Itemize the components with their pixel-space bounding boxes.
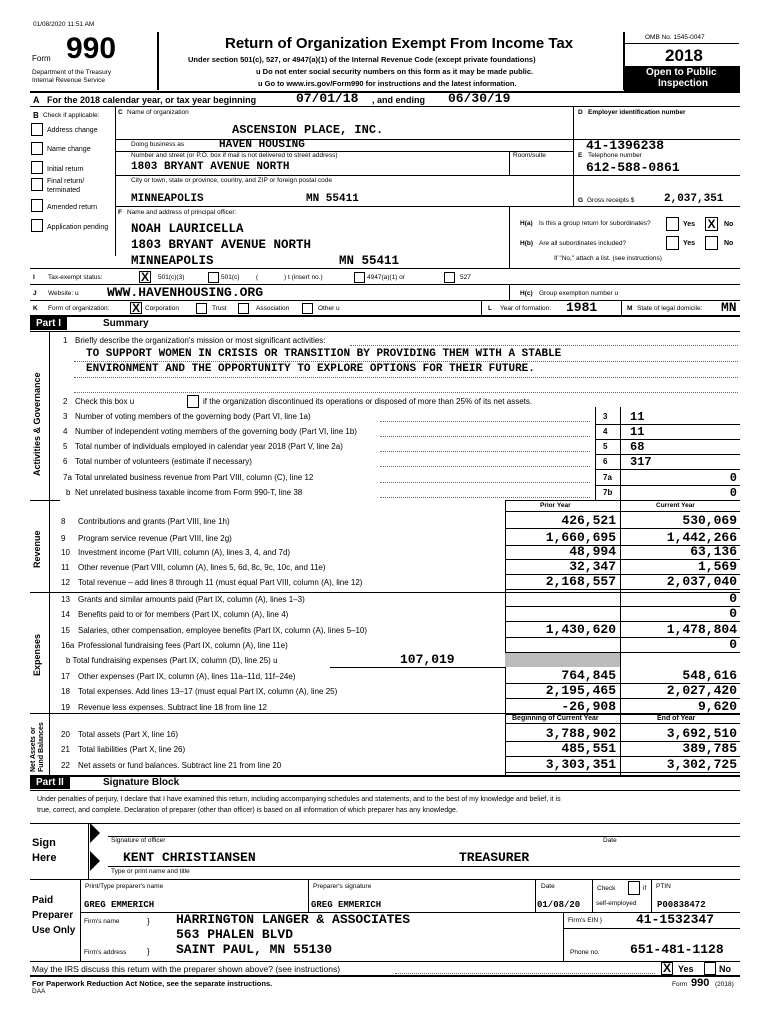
footer-form-word: Form	[672, 981, 688, 988]
other-org-label: Other u	[318, 305, 340, 312]
status-501c3-checkbox[interactable]: X	[140, 270, 149, 284]
association-checkbox[interactable]	[238, 303, 249, 314]
line-a-letter: A	[33, 95, 40, 105]
row-label: Total expenses. Add lines 13–17 (must equal Part IX, column (A), line 25)	[78, 687, 338, 696]
current-year-value[interactable]: 3,302,725	[666, 757, 737, 772]
line1-number: 1	[63, 336, 68, 345]
preparer-label: Preparer	[32, 910, 74, 921]
self-employed-label: self-employed	[596, 900, 637, 907]
subordinates-yes-label: Yes	[683, 240, 696, 247]
current-year-value[interactable]: 1,478,804	[666, 622, 737, 637]
prior-year-header: Prior Year	[540, 502, 571, 509]
form-number: 990	[66, 32, 117, 65]
row-number: 13	[61, 595, 70, 604]
signature-officer-label: Signature of officer	[111, 837, 166, 844]
line-ha-letter: H(a)	[520, 220, 533, 227]
row-label: Revenue less expenses. Subtract line 18 from line 12	[78, 703, 267, 712]
firm-address-line1[interactable]: 563 PHALEN BLVD	[176, 927, 294, 942]
firm-name-label: Firm's name	[84, 918, 120, 925]
row-label: Total revenue – add lines 8 through 11 (must equal Part VIII, column (A), line 12)	[78, 578, 363, 587]
name-change-label: Name change	[47, 146, 91, 153]
status-501c-checkbox[interactable]	[208, 272, 219, 283]
officer-signer-title[interactable]: TREASURER	[459, 850, 530, 865]
city-label: City or town, state or province, country, and ZIP or foreign postal code	[131, 177, 332, 184]
sign-arrow-icon	[90, 823, 100, 843]
line-m-letter: M	[627, 305, 633, 312]
current-year-header: Current Year	[656, 502, 695, 509]
gov-row-box: 7a	[603, 473, 612, 482]
corporation-label: Corporation	[145, 305, 179, 312]
line-c-letter: C	[118, 109, 123, 116]
fundraising-expenses[interactable]: 107,019	[400, 652, 455, 667]
self-employed-checkbox[interactable]	[628, 881, 640, 895]
side-net-assets: Net Assets or Fund Balances	[30, 722, 45, 772]
line-d-letter: D	[578, 109, 583, 116]
row-label: Net assets or fund balances. Subtract line 21 from line 20	[78, 761, 282, 770]
part1-tab: Part I	[30, 317, 67, 330]
address-change-checkbox[interactable]	[31, 123, 43, 136]
discuss-question: May the IRS discuss this return with the preparer shown above? (see instructions)	[32, 964, 341, 974]
row-number: 10	[61, 548, 70, 557]
row-number: 8	[61, 517, 66, 526]
gov-row-value[interactable]: 317	[630, 455, 652, 469]
line-f-letter: F	[118, 209, 122, 216]
state-domicile-label: State of legal domicile:	[637, 305, 703, 312]
gov-row-box: 5	[603, 442, 608, 451]
gov-row-label: Total unrelated business revenue from Part VIII, column (C), line 12	[75, 473, 314, 482]
gov-row-label: Number of independent voting members of the governing body (Part VI, line 1b)	[75, 427, 357, 436]
telephone-label: Telephone number	[588, 152, 642, 159]
row-number: 19	[61, 703, 70, 712]
current-year-value[interactable]: 9,620	[697, 699, 737, 714]
prior-year-value[interactable]: 32,347	[569, 559, 616, 574]
tax-year-begin[interactable]: 07/01/18	[296, 91, 359, 106]
final-return-checkbox[interactable]	[31, 178, 43, 191]
row-number: 11	[61, 563, 70, 572]
gov-row-box: 4	[603, 427, 608, 436]
row-number: 14	[61, 610, 70, 619]
form-title: Return of Organization Exempt From Income Tax	[225, 35, 574, 52]
officer-city[interactable]: MINNEAPOLIS	[131, 254, 214, 268]
line-l-letter: L	[488, 305, 492, 312]
discuss-no-checkbox[interactable]	[704, 962, 716, 975]
gov-row-box: 3	[603, 412, 608, 421]
mission-line2[interactable]: ENVIRONMENT AND THE OPPORTUNITY TO EXPLORE OPTIONS FOR THEIR FUTURE.	[86, 363, 535, 375]
row-label: Program service revenue (Part VIII, line 2g)	[78, 534, 232, 543]
gov-row-value[interactable]: 0	[729, 486, 737, 500]
print-timestamp: 01/08/2020 11:51 AM	[33, 21, 95, 28]
gov-row-value[interactable]: 0	[729, 471, 737, 485]
firm-ein-label: Firm's EIN }	[568, 917, 603, 924]
principal-officer-label: Name and address of principal officer:	[127, 209, 237, 216]
preparer-date[interactable]: 01/08/20	[537, 900, 581, 910]
room-suite-label: Room/suite	[513, 152, 546, 159]
preparer-ptin[interactable]: P00838472	[657, 900, 706, 910]
line2-label-a: Check this box u	[75, 397, 135, 406]
prior-year-value[interactable]: 2,195,465	[545, 683, 616, 698]
preparer-signature[interactable]: GREG EMMERICH	[311, 900, 382, 910]
name-change-checkbox[interactable]	[31, 142, 43, 155]
group-exemption-label: Group exemption number u	[539, 290, 619, 297]
row-label: Other expenses (Part IX, column (A), lines 11a–11d, 11f–24e)	[78, 672, 296, 681]
form-word: Form	[32, 54, 51, 63]
current-year-value[interactable]: 548,616	[682, 668, 737, 683]
part2-title: Signature Block	[103, 777, 180, 788]
group-return-question: Is this a group return for subordinates?	[539, 220, 651, 227]
gross-receipts-label: Gross receipts $	[587, 197, 635, 204]
amended-return-label: Amended return	[47, 204, 98, 211]
side-activities-governance: Activities & Governance	[32, 372, 42, 476]
if-label: if	[643, 885, 647, 892]
irs-website-notice: u Go to www.irs.gov/Form990 for instructions and the latest information.	[258, 79, 517, 88]
line-j-letter: J	[33, 290, 37, 297]
officer-signer-name[interactable]: KENT CHRISTIANSEN	[123, 850, 256, 865]
tax-year-end[interactable]: 06/30/19	[448, 91, 511, 106]
ptin-label: PTIN	[656, 883, 671, 890]
row-label: Salaries, other compensation, employee benefits (Part IX, column (A), lines 5–10)	[78, 626, 368, 635]
subordinates-yes-checkbox[interactable]	[666, 236, 679, 250]
open-to-public: Open to Public	[646, 67, 717, 78]
gov-row-number: 6	[63, 457, 68, 466]
row-number: 15	[61, 626, 70, 635]
part2-tab: Part II	[30, 776, 70, 789]
dept-line1: Department of the Treasury	[32, 69, 112, 76]
prior-year-value[interactable]: 1,660,695	[545, 530, 616, 545]
mission-line1[interactable]: TO SUPPORT WOMEN IN CRISIS OR TRANSITION BY PROVIDING THEM WITH A STABLE	[86, 348, 562, 360]
form-subtitle: Under section 501(c), 527, or 4947(a)(1) of the Internal Revenue Code (except private foundations)	[188, 55, 536, 64]
year-of-formation[interactable]: 1981	[566, 300, 598, 315]
ssn-notice: u Do not enter social security numbers on this form as it may be made public.	[256, 67, 534, 76]
begin-year-header: Beginning of Current Year	[512, 715, 599, 722]
group-return-no-label: No	[724, 221, 734, 228]
row-label: Contributions and grants (Part VIII, line 1h)	[78, 517, 230, 526]
part1-title: Summary	[103, 318, 149, 329]
status-527-checkbox[interactable]	[444, 272, 455, 283]
sign-date-label: Date	[603, 837, 617, 844]
footer-form-number: 990	[691, 977, 710, 989]
prior-year-value[interactable]: -26,908	[561, 699, 616, 714]
tax-year: 2018	[665, 46, 703, 65]
dept-line2: Internal Revenue Service	[32, 77, 105, 84]
line-g-letter: G	[578, 197, 584, 204]
tax-exempt-label: Tax-exempt status:	[48, 274, 103, 281]
current-year-value[interactable]: 1,569	[697, 559, 737, 574]
group-return-yes-checkbox[interactable]	[666, 217, 679, 231]
check-label: Check	[597, 885, 616, 892]
sign-label: Sign	[32, 837, 56, 849]
gov-row-label: Total number of individuals employed in calendar year 2018 (Part V, line 2a)	[75, 442, 343, 451]
state-of-domicile[interactable]: MN	[721, 300, 737, 315]
preparer-phone[interactable]: 651-481-1128	[630, 942, 724, 957]
attach-list-note: If "No," attach a list. (see instructions)	[554, 255, 662, 262]
row-label: Benefits paid to or for members (Part IX, column (A), line 4)	[78, 610, 289, 619]
line-i-letter: I	[33, 274, 35, 281]
initial-return-label: Initial return	[47, 166, 84, 173]
initial-return-checkbox[interactable]	[31, 161, 43, 174]
gov-row-number: 3	[63, 412, 68, 421]
line-b-letter: B	[33, 111, 39, 120]
status-501c-label: 501(c)	[221, 274, 240, 281]
sign-arrow-icon-2	[90, 851, 100, 871]
officer-street[interactable]: 1803 BRYANT AVENUE NORTH	[131, 238, 312, 252]
discuss-yes-label: Yes	[678, 964, 694, 974]
row-label: Other revenue (Part VIII, column (A), lines 5, 6d, 8c, 9c, 10c, and 11e)	[78, 563, 326, 572]
row-label: Grants and similar amounts paid (Part IX, column (A), lines 1–3)	[78, 595, 305, 604]
trust-checkbox[interactable]	[196, 303, 207, 314]
row-label: Total assets (Part X, line 16)	[78, 730, 179, 739]
inspection-label: Inspection	[658, 78, 709, 89]
row-label: Professional fundraising fees (Part IX, column (A), line 11e)	[78, 641, 288, 650]
prior-year-value[interactable]: 485,551	[561, 741, 616, 756]
line-a-label: For the 2018 calendar year, or tax year beginning	[47, 95, 257, 105]
application-pending-checkbox[interactable]	[31, 219, 43, 232]
daa-label: DAA	[32, 988, 46, 995]
prior-year-value[interactable]: 48,994	[569, 544, 616, 559]
preparer-signature-label: Preparer's signature	[313, 883, 372, 890]
discuss-yes-checkbox[interactable]: X	[662, 961, 671, 975]
row-label: Investment income (Part VIII, column (A), lines 3, 4, and 7d)	[78, 548, 291, 557]
status-501c3-label: 501(c)(3)	[158, 274, 185, 281]
paperwork-notice: For Paperwork Reduction Act Notice, see the separate instructions.	[32, 979, 273, 988]
other-org-checkbox[interactable]	[302, 303, 313, 314]
preparer-name-label: Print/Type preparer's name	[85, 883, 164, 890]
current-year-value[interactable]: 2,037,040	[666, 574, 737, 589]
amended-return-checkbox[interactable]	[31, 199, 43, 212]
preparer-name[interactable]: GREG EMMERICH	[84, 900, 155, 910]
row-number: 17	[61, 672, 70, 681]
current-year-value[interactable]: 1,442,266	[666, 530, 737, 545]
status-4947-checkbox[interactable]	[354, 272, 365, 283]
org-name[interactable]: ASCENSION PLACE, INC.	[232, 123, 384, 137]
form-of-org-label: Form of organization:	[48, 305, 110, 312]
status-4947-label: 4947(a)(1) or	[367, 274, 405, 281]
gov-row-value[interactable]: 11	[630, 425, 645, 439]
corporation-checkbox[interactable]: X	[131, 301, 140, 315]
line-hc-letter: H(c)	[520, 290, 533, 297]
address-change-label: Address change	[47, 127, 98, 134]
current-year-value[interactable]: 389,785	[682, 741, 737, 756]
gov-row-number: 4	[63, 427, 68, 436]
line-k-letter: K	[33, 305, 38, 312]
ein-label: Employer identification number	[588, 109, 686, 116]
side-expenses: Expenses	[32, 633, 42, 676]
row-number: 18	[61, 687, 70, 696]
officer-state-zip[interactable]: MN 55411	[339, 254, 400, 268]
gov-row-label: Total number of volunteers (estimate if necessary)	[75, 457, 252, 466]
status-527-label: 527	[460, 274, 471, 281]
org-state-zip[interactable]: MN 55411	[306, 193, 359, 205]
org-street[interactable]: 1803 BRYANT AVENUE NORTH	[131, 161, 290, 173]
trust-label: Trust	[212, 305, 227, 312]
row-number: 21	[61, 745, 70, 754]
type-print-label: Type or print name and title	[111, 868, 190, 875]
current-year-value[interactable]: 2,027,420	[666, 683, 737, 698]
row-number: 12	[61, 578, 70, 587]
current-year-value[interactable]: 0	[729, 606, 737, 621]
prior-year-value[interactable]: 2,168,557	[545, 574, 616, 589]
line-e-letter: E	[578, 152, 583, 159]
discontinued-ops-checkbox[interactable]	[187, 395, 199, 408]
firm-address-line2[interactable]: SAINT PAUL, MN 55130	[176, 942, 333, 957]
perjury-text-2: true, correct, and complete. Declaration of preparer (other than officer) is based on all information of which preparer has any knowledge.	[37, 807, 458, 814]
gov-row-value[interactable]: 11	[630, 410, 645, 424]
line16b-label: b Total fundraising expenses (Part IX, column (D), line 25) u	[66, 656, 278, 665]
line2-label-b: if the organization discontinued its operations or disposed of more than 25% of its net assets.	[203, 397, 533, 406]
group-return-yes-label: Yes	[683, 221, 696, 228]
website-url[interactable]: WWW.HAVENHOUSING.ORG	[107, 285, 264, 300]
gov-row-label: Net unrelated business taxable income from Form 990-T, line 38	[75, 488, 303, 497]
prior-year-value[interactable]: 764,845	[561, 668, 616, 683]
dba-label: Doing business as	[131, 141, 185, 148]
association-label: Association	[256, 305, 290, 312]
gov-row-number: 5	[63, 442, 68, 451]
current-year-value[interactable]: 0	[729, 637, 737, 652]
org-city[interactable]: MINNEAPOLIS	[131, 193, 204, 205]
line-hb-letter: H(b)	[520, 240, 533, 247]
gov-row-label: Number of voting members of the governing body (Part VI, line 1a)	[75, 412, 311, 421]
end-year-header: End of Year	[657, 715, 696, 722]
prior-year-value[interactable]: 426,521	[561, 513, 616, 528]
subordinates-no-label: No	[724, 240, 734, 247]
doing-business-as[interactable]: HAVEN HOUSING	[219, 139, 305, 151]
current-year-value[interactable]: 0	[729, 591, 737, 606]
gov-row-value[interactable]: 68	[630, 440, 645, 454]
line1-label: Briefly describe the organization's mission or most significant activities:	[75, 336, 326, 345]
prior-year-value[interactable]: 1,430,620	[545, 622, 616, 637]
perjury-text-1: Under penalties of perjury, I declare that I have examined this return, including accompanying schedules and statements, and to the best of my knowledge and belief, it is	[37, 796, 561, 803]
gov-row-number: 7a	[63, 473, 72, 482]
current-year-value[interactable]: 63,136	[690, 544, 737, 559]
year-formation-label: Year of formation:	[500, 305, 552, 312]
officer-name[interactable]: NOAH LAURICELLA	[131, 222, 244, 236]
group-return-no-checkbox[interactable]: X	[705, 217, 718, 231]
row-number: 16a	[61, 641, 75, 650]
row-label: Total liabilities (Part X, line 26)	[78, 745, 186, 754]
firm-name[interactable]: HARRINGTON LANGER & ASSOCIATES	[176, 912, 411, 927]
line-a-ending-label: , and ending	[372, 95, 425, 105]
phone-label: Phone no.	[570, 949, 600, 956]
side-revenue: Revenue	[32, 530, 42, 568]
gross-receipts[interactable]: 2,037,351	[664, 193, 724, 205]
prior-year-value[interactable]: 3,303,351	[545, 757, 616, 772]
subordinates-question: Are all subordinates included?	[539, 240, 627, 247]
omb-number: OMB No. 1545-0047	[645, 34, 705, 41]
application-pending-label: Application pending	[47, 224, 109, 231]
row-number: 22	[61, 761, 70, 770]
firm-ein[interactable]: 41-1532347	[636, 912, 715, 927]
current-year-value[interactable]: 530,069	[682, 513, 737, 528]
street-label: Number and street (or P.O. box if mail is not delivered to street address)	[131, 152, 338, 159]
preparer-date-label: Date	[541, 883, 555, 890]
here-label: Here	[32, 852, 57, 864]
gov-row-box: 6	[603, 457, 608, 466]
current-year-value[interactable]: 3,692,510	[666, 726, 737, 741]
employer-id-number[interactable]: 41-1396238	[586, 138, 665, 153]
line2-number: 2	[63, 397, 68, 406]
use-only-label: Use Only	[32, 925, 76, 936]
org-name-label: Name of organization	[127, 109, 189, 116]
row-number: 9	[61, 534, 66, 543]
discuss-no-label: No	[719, 964, 731, 974]
website-label: Website: u	[48, 290, 79, 297]
paid-label: Paid	[32, 895, 54, 906]
final-return-label: Final return/ terminated	[47, 178, 85, 194]
insert-no-label: ) t (insert no.)	[284, 274, 323, 281]
row-number: 20	[61, 730, 70, 739]
check-if-applicable: Check if applicable:	[43, 112, 100, 119]
telephone-number[interactable]: 612-588-0861	[586, 160, 680, 175]
subordinates-no-checkbox[interactable]	[705, 236, 718, 250]
footer-form-year: (2018)	[715, 981, 734, 988]
gov-row-box: 7b	[603, 488, 613, 497]
prior-year-value[interactable]: 3,788,902	[545, 726, 616, 741]
gov-row-number: b	[66, 488, 71, 497]
firm-address-label: Firm's address	[84, 949, 127, 956]
